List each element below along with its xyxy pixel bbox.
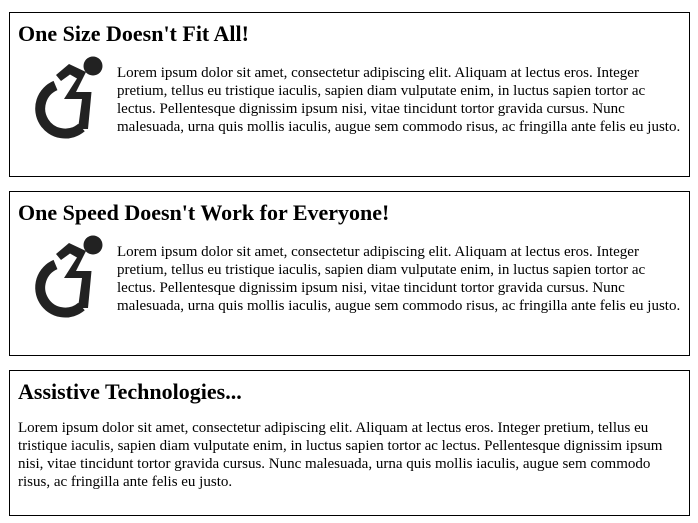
section-body: Lorem ipsum dolor sit amet, consectetur adipiscing elit. Aliquam at lectus eros. Integer pretium, tellus eu tristique iaculis, sapien diam vulputate enim, in luctus sapien tortor ac lectus. Pellentesque dignissim ipsum nisi, vitae tincidunt tortor gravida cursus. Nunc malesuada, urna quis mollis iaculis, augue sem commodo risus, ac fringilla ante felis eu justo.	[18, 420, 663, 490]
section-body: Lorem ipsum dolor sit amet, consectetur adipiscing elit. Aliquam at lectus eros. Integer pretium, tellus eu tristique iaculis, sapien diam vulputate enim, in luctus sapien tortor ac lectus. Pellentesque dignissim ipsum nisi, vitae tincidunt tortor gravida cursus. Nunc malesuada, urna quis mollis iaculis, augue sem commodo risus, ac fringilla ante felis eu justo.	[117, 65, 681, 135]
section-assistive-technologies	[9, 370, 690, 516]
section-heading: Assistive Technologies...	[18, 379, 242, 404]
section-heading: One Speed Doesn't Work for Everyone!	[18, 200, 390, 225]
accessible-wheelchair-icon	[30, 231, 106, 319]
section-body: Lorem ipsum dolor sit amet, consectetur adipiscing elit. Aliquam at lectus eros. Integer pretium, tellus eu tristique iaculis, sapien diam vulputate enim, in luctus sapien tortor ac lectus. Pellentesque dignissim ipsum nisi, vitae tincidunt tortor gravida cursus. Nunc malesuada, urna quis mollis iaculis, augue sem commodo risus, ac fringilla ante felis eu justo.	[117, 244, 681, 314]
accessible-wheelchair-icon	[30, 52, 106, 140]
section-one-speed	[9, 191, 690, 356]
section-heading: One Size Doesn't Fit All!	[18, 21, 249, 46]
section-one-size	[9, 12, 690, 177]
